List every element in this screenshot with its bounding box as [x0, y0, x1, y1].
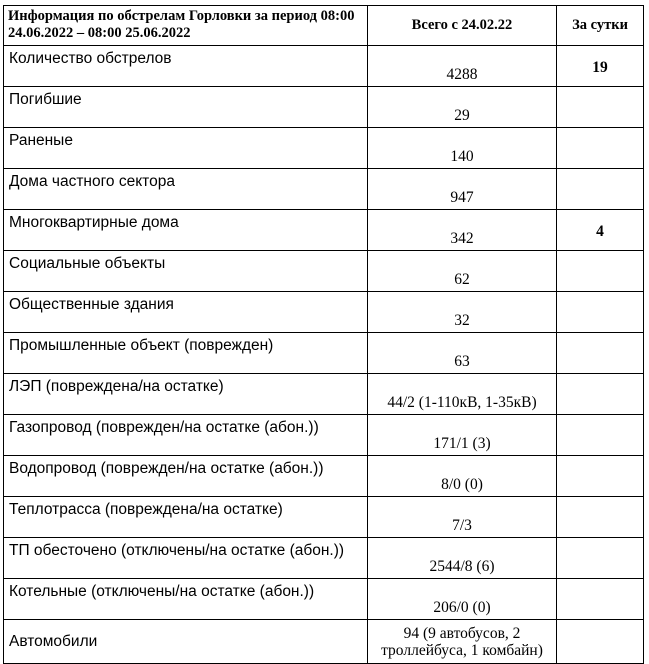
row-total: 63: [368, 333, 557, 374]
row-label: Теплотрасса (повреждена/на остатке): [4, 497, 368, 538]
row-day: [557, 456, 644, 497]
row-label: Котельные (отключены/на остатке (абон.)): [4, 579, 368, 620]
report-title: Информация по обстрелам Горловки за период 08:00 24.06.2022 – 08:00 25.06.2022: [4, 6, 368, 46]
table-row: [4, 374, 644, 415]
row-label: ЛЭП (повреждена/на остатке): [4, 374, 368, 415]
row-total: 29: [368, 87, 557, 128]
row-day: [557, 128, 644, 169]
table-row: [4, 128, 644, 169]
row-total: 44/2 (1-110кВ, 1-35кВ): [368, 374, 557, 415]
table-row: [4, 87, 644, 128]
row-total: 342: [368, 210, 557, 251]
row-label: Погибшие: [4, 87, 368, 128]
row-day: 19: [557, 46, 644, 87]
row-day: [557, 497, 644, 538]
row-label: Количество обстрелов: [4, 46, 368, 87]
row-total: 4288: [368, 46, 557, 87]
table-row: [4, 579, 644, 620]
table-row: [4, 251, 644, 292]
table-row: [4, 538, 644, 579]
row-total: 8/0 (0): [368, 456, 557, 497]
day-column-header: За сутки: [557, 6, 644, 46]
table-row: [4, 456, 644, 497]
row-day: [557, 374, 644, 415]
table-row: [4, 46, 644, 87]
row-total: 171/1 (3): [368, 415, 557, 456]
table-row: [4, 292, 644, 333]
row-label: Раненые: [4, 128, 368, 169]
row-label: ТП обесточено (отключены/на остатке (абон.)): [4, 538, 368, 579]
row-total: 206/0 (0): [368, 579, 557, 620]
row-day: [557, 169, 644, 210]
row-label: Социальные объекты: [4, 251, 368, 292]
row-label: Автомобили: [4, 620, 368, 664]
row-day: [557, 87, 644, 128]
row-label: Многоквартирные дома: [4, 210, 368, 251]
row-day: [557, 579, 644, 620]
row-total: 947: [368, 169, 557, 210]
row-label: Газопровод (поврежден/на остатке (абон.)): [4, 415, 368, 456]
shelling-report-table: [3, 5, 644, 664]
table-row: [4, 333, 644, 374]
row-day: [557, 538, 644, 579]
table-row: [4, 210, 644, 251]
row-label: Дома частного сектора: [4, 169, 368, 210]
table-row: [4, 169, 644, 210]
row-day: 4: [557, 210, 644, 251]
row-total: 2544/8 (6): [368, 538, 557, 579]
row-label: Промышленные объект (поврежден): [4, 333, 368, 374]
table-row: [4, 415, 644, 456]
row-total: 94 (9 автобусов, 2 троллейбуса, 1 комбайн): [368, 620, 557, 664]
row-total: 32: [368, 292, 557, 333]
row-day: [557, 292, 644, 333]
row-total: 140: [368, 128, 557, 169]
table-header-row: [4, 6, 644, 46]
total-column-header: Всего с 24.02.22: [368, 6, 557, 46]
row-label: Общественные здания: [4, 292, 368, 333]
table-row: [4, 497, 644, 538]
row-day: [557, 333, 644, 374]
row-label: Водопровод (поврежден/на остатке (абон.)): [4, 456, 368, 497]
row-day: [557, 415, 644, 456]
row-total: 7/3: [368, 497, 557, 538]
row-total: 62: [368, 251, 557, 292]
row-day: [557, 251, 644, 292]
